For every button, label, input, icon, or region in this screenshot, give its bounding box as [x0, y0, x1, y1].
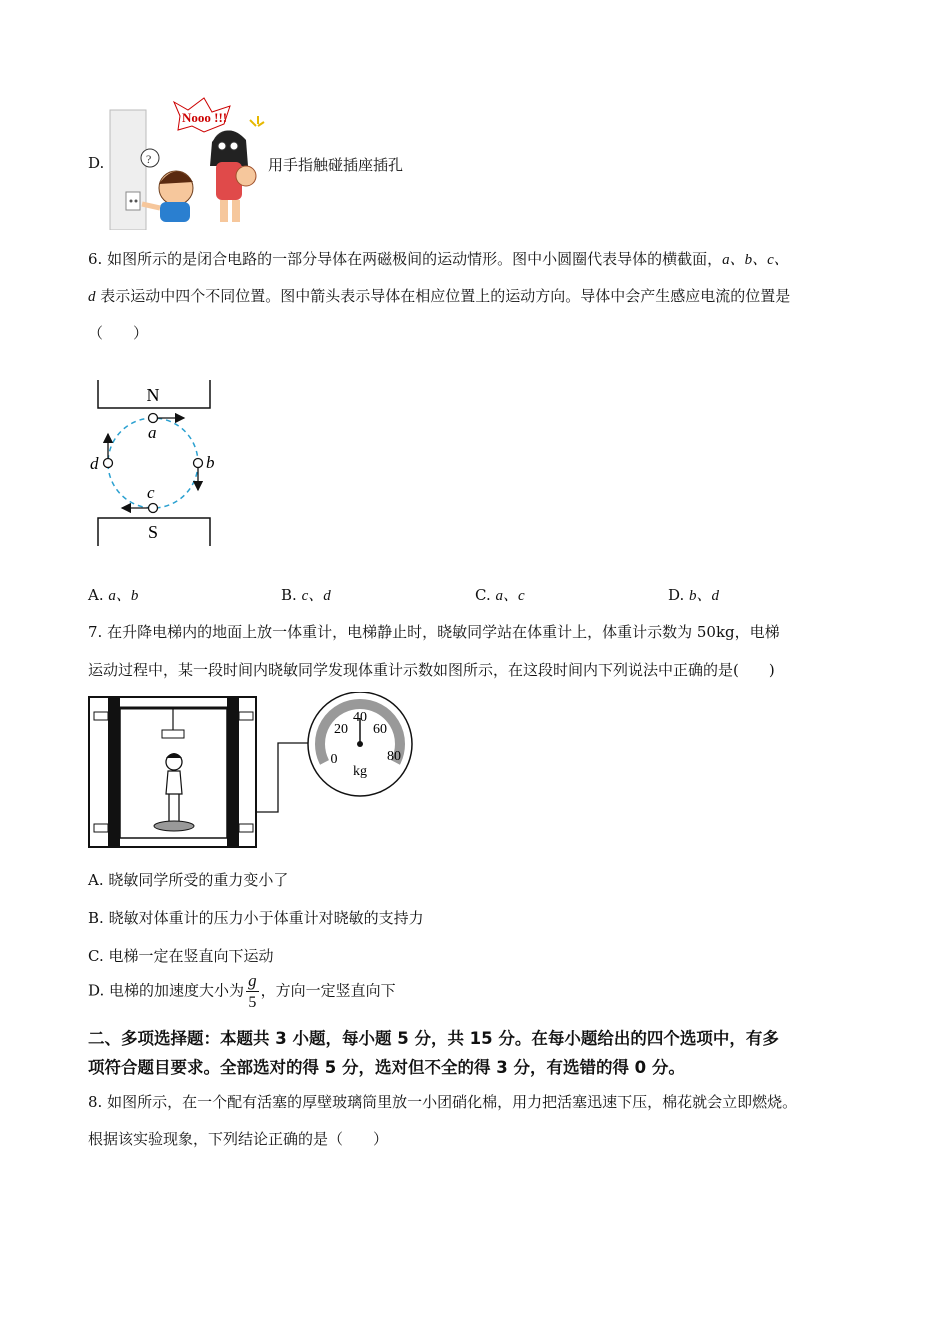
- q7-stem-line1: 7. 在升降电梯内的地面上放一体重计，电梯静止时，晓敏同学站在体重计上，体重计示数为 50kg，电梯: [88, 623, 780, 641]
- q6-stem-line2: d 表示运动中四个不同位置。图中箭头表示导体在相应位置上的运动方向。导体中会产生感应电流的位置是: [88, 287, 791, 305]
- q7-elevator-rail-left: [108, 697, 120, 847]
- q6-south-label: S: [147, 522, 159, 542]
- q6-stem-line1: 6. 如图所示的是闭合电路的一部分导体在两磁极间的运动情形。图中小圆圈代表导体的横截面，a、b、c、: [88, 250, 789, 268]
- q7-wire: [256, 743, 308, 812]
- q6-position-b: [194, 459, 203, 468]
- q7-stem-line2: 运动过程中，某一段时间内晓敏同学发现体重计示数如图所示，在这段时间内下列说法中正确的是( ): [88, 661, 775, 679]
- q6-label-c: c: [147, 483, 155, 502]
- q6-label-b: b: [206, 453, 215, 472]
- q7-scale-platform: [154, 821, 194, 831]
- q6-label-a: a: [148, 423, 157, 442]
- q7-scale-dial: [308, 692, 412, 796]
- q7-elevator-figure: [86, 692, 416, 852]
- section2-heading-line2: 项符合题目要求。全部选对的得 5 分，选对但不全的得 3 分，有选错的得 0 分。: [88, 1058, 685, 1077]
- q5-option-d-label: D.: [88, 154, 105, 172]
- q7-unit-kg: kg: [353, 764, 367, 779]
- q7-option-c: C. 电梯一定在竖直向下运动: [88, 947, 274, 965]
- q7-option-a: A. 晓敏同学所受的重力变小了: [88, 871, 289, 889]
- q5-question-mark: ?: [146, 152, 152, 166]
- q6-option-b: B. c、d: [281, 586, 331, 604]
- q7-tick-40: 40: [353, 710, 367, 725]
- q6-option-c: C. a、c: [475, 586, 525, 604]
- q6-magnet-figure: [80, 372, 230, 552]
- q5-shout-text: Nooo !!!: [182, 110, 228, 125]
- q7-tick-80: 80: [387, 749, 401, 764]
- q7-elevator-rail-right: [227, 697, 239, 847]
- q7-tick-60: 60: [373, 722, 387, 737]
- q7-option-d: D. 电梯的加速度大小为 $\frac{g}{5}$ ，方向一定竖直向下: [88, 971, 396, 1011]
- q6-option-d: D. b、d: [668, 586, 720, 604]
- q7-option-b: B. 晓敏对体重计的压力小于体重计对晓敏的支持力: [88, 909, 424, 927]
- q7-tick-20: 20: [334, 722, 348, 737]
- q6-answer-paren: （ ）: [88, 324, 149, 342]
- q8-stem-line1: 8. 如图所示，在一个配有活塞的厚壁玻璃筒里放一小团硝化棉，用力把活塞迅速下压，棉花就会立即燃烧。: [88, 1093, 798, 1111]
- section2-heading-line1: 二、多项选择题：本题共 3 小题，每小题 5 分，共 15 分。在每小题给出的四个选项中，有多: [88, 1029, 779, 1048]
- q6-position-d: [104, 459, 113, 468]
- q5-cartoon-illustration: [108, 96, 268, 230]
- q5-option-d-text: 用手指触碰插座插孔: [268, 156, 404, 174]
- q6-stem-vars: a、b、c、: [722, 252, 789, 268]
- q7-tick-0: 0: [330, 752, 338, 767]
- q6-option-a: A. a、b: [88, 586, 139, 604]
- q7-fraction-g-over-5: $\frac{g}{5}$: [248, 971, 257, 1011]
- q8-stem-line2: 根据该实验现象，下列结论正确的是（ ）: [88, 1130, 389, 1148]
- q6-position-c: [149, 504, 158, 513]
- q6-north-label: N: [146, 385, 160, 405]
- q6-position-a: [149, 414, 158, 423]
- q6-label-d: d: [90, 454, 99, 473]
